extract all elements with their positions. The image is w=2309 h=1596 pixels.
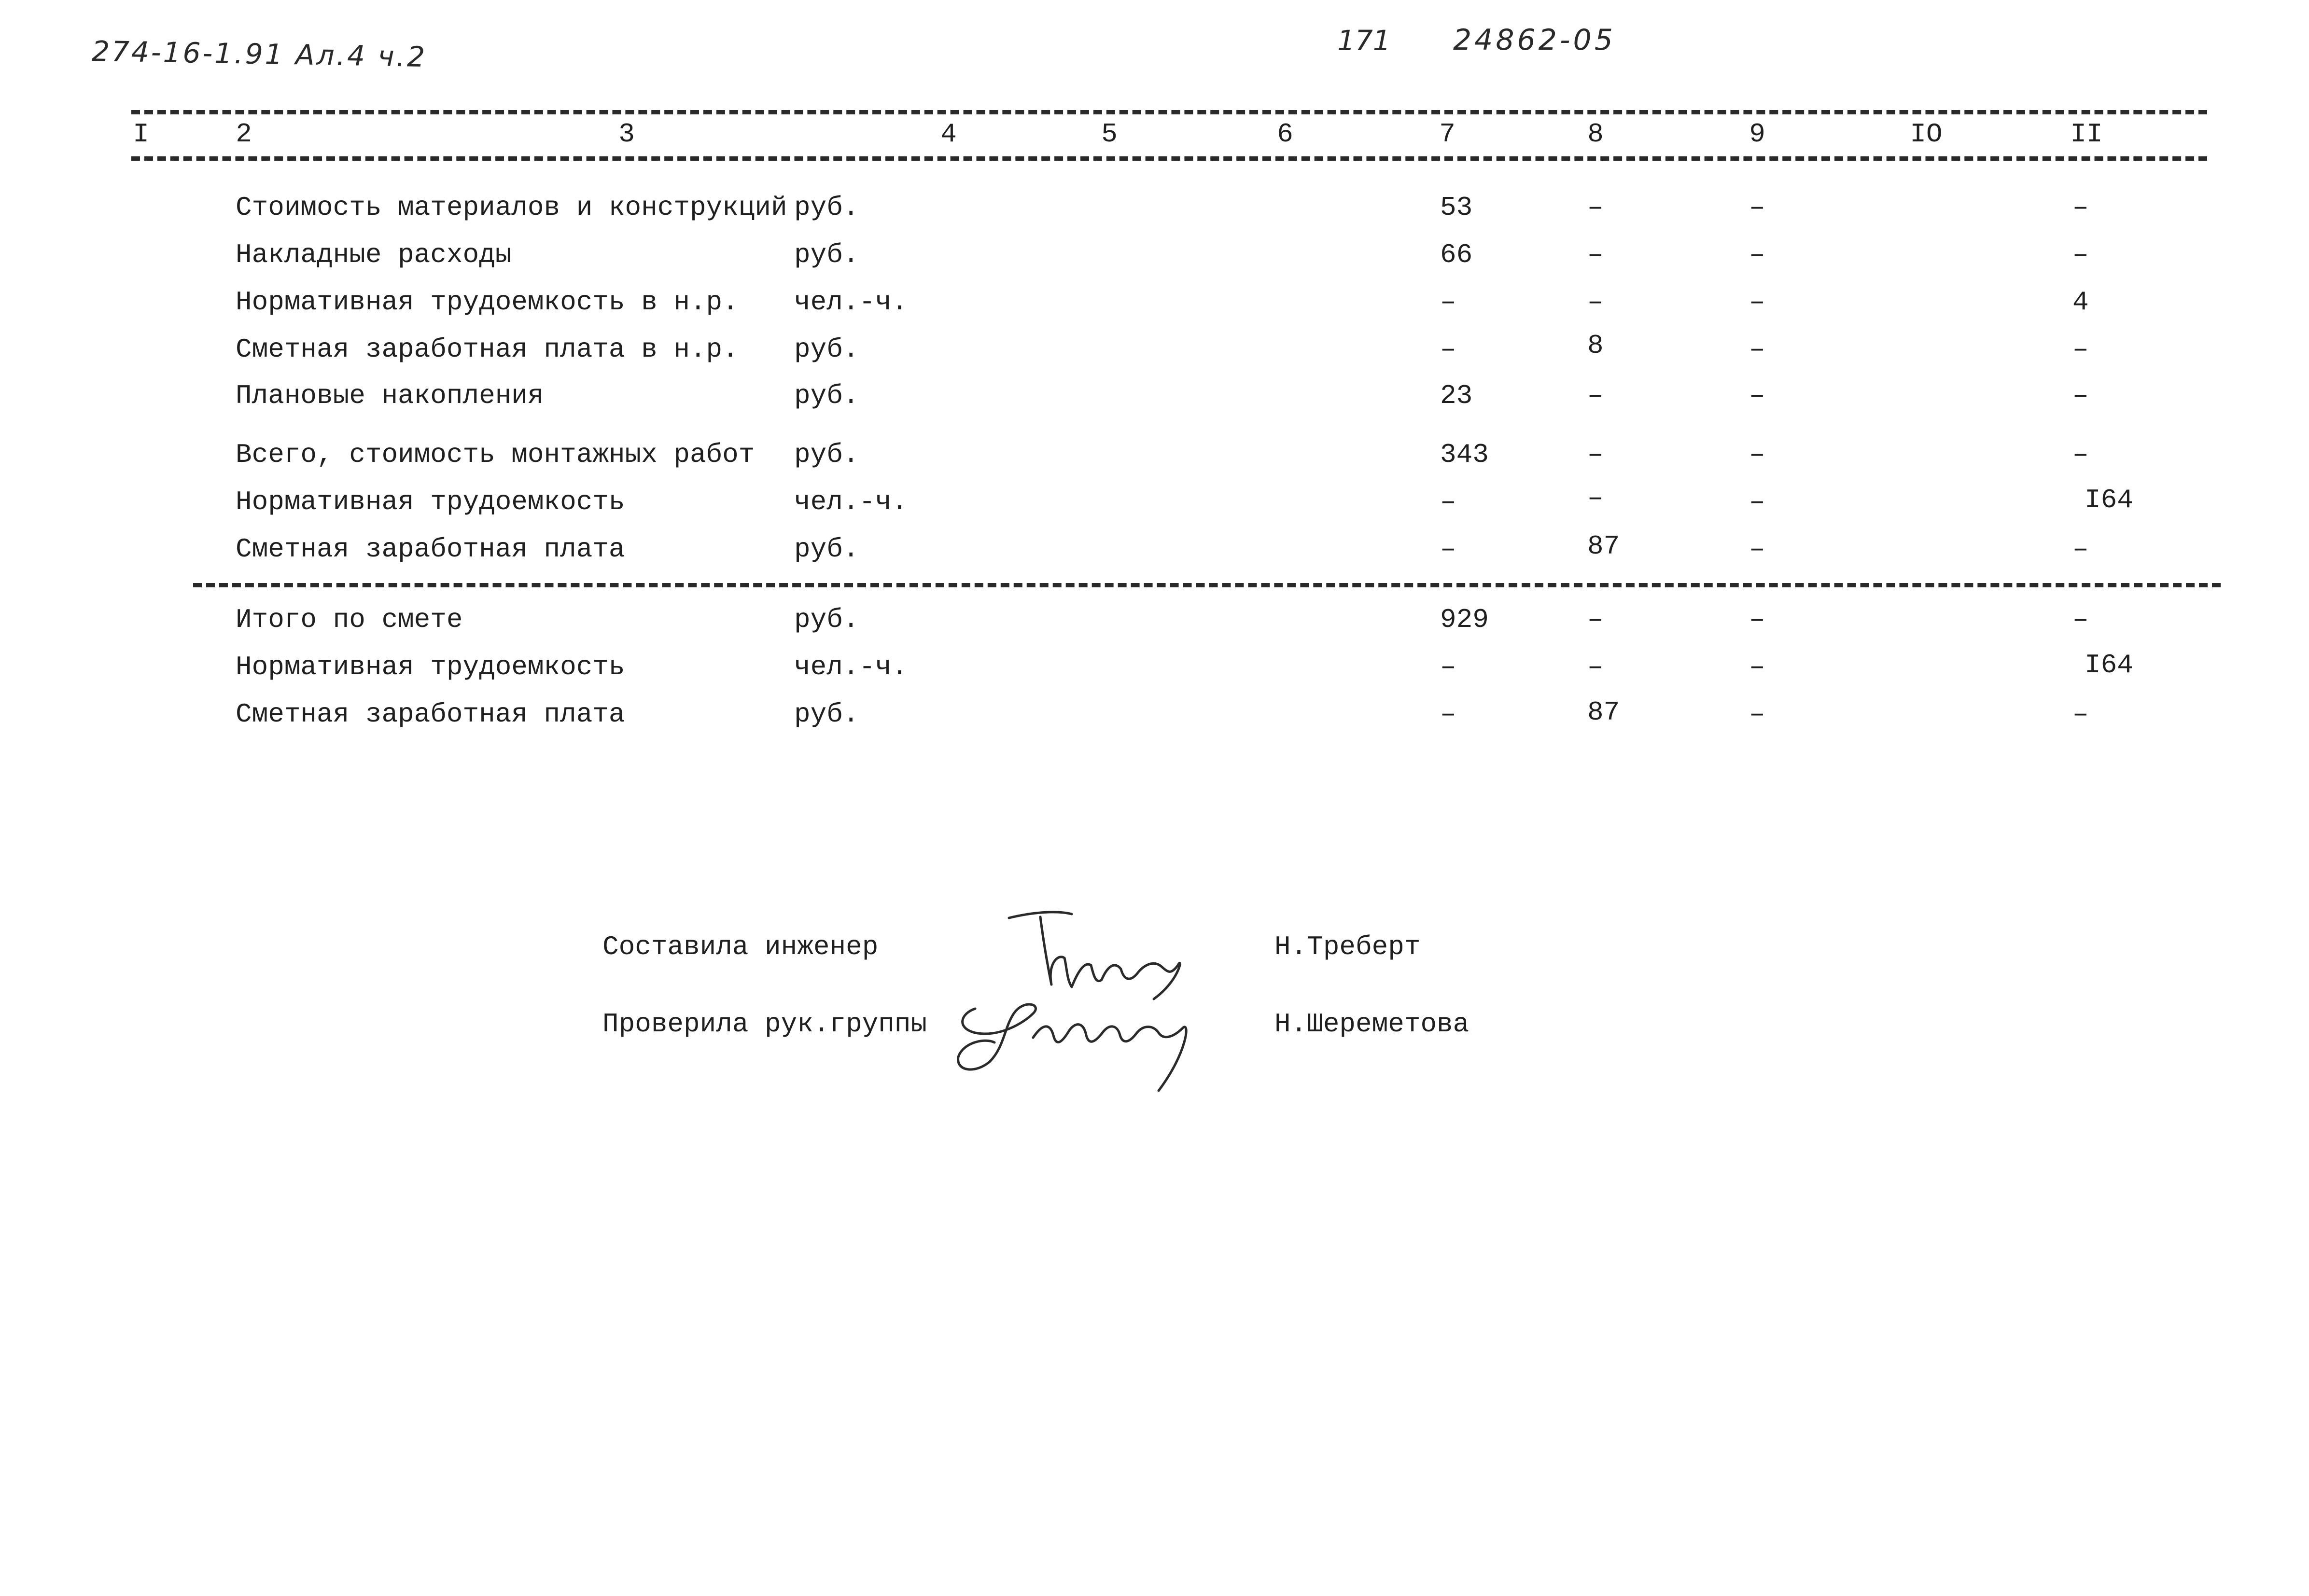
row-label: Плановые накопления: [236, 380, 544, 411]
cell-col11: 4: [2072, 287, 2089, 318]
row-label: Нормативная трудоемкость: [236, 652, 625, 682]
cell-col8: –: [1587, 287, 1604, 318]
cell-col8: –: [1587, 380, 1604, 411]
col-header-1: I: [133, 119, 149, 150]
row-unit: руб.: [794, 534, 859, 565]
row-label: Нормативная трудоемкость в н.р.: [236, 287, 739, 318]
doc-number: 24862-05: [1453, 23, 1616, 57]
row-unit: руб.: [794, 439, 859, 470]
cell-col7: –: [1440, 486, 1456, 517]
cell-col11: –: [2072, 699, 2089, 730]
cell-col7: –: [1440, 652, 1456, 682]
cell-col7: 23: [1440, 380, 1473, 411]
row-unit: чел.-ч.: [794, 287, 908, 318]
col-header-3: 3: [618, 119, 635, 150]
cell-col11: –: [2072, 239, 2089, 270]
cell-col11: –: [2072, 534, 2089, 565]
page-number: 171: [1337, 24, 1391, 57]
cell-col7: –: [1440, 287, 1456, 318]
col-header-8: 8: [1587, 119, 1604, 150]
row-label: Накладные расходы: [236, 239, 512, 270]
cell-col11: –: [2072, 604, 2089, 635]
row-unit: руб.: [794, 699, 859, 730]
cell-col11: –: [2072, 439, 2089, 470]
cell-col7: –: [1440, 699, 1456, 730]
cell-col8: –: [1587, 439, 1604, 470]
row-label: Нормативная трудоемкость: [236, 486, 625, 517]
col-header-6: 6: [1277, 119, 1293, 150]
header-bottom-rule: [131, 156, 2207, 161]
cell-col9: –: [1749, 652, 1765, 682]
cell-col8: 87: [1587, 531, 1620, 562]
col-header-10: IO: [1910, 119, 1943, 150]
cell-col11: I64: [2085, 485, 2133, 515]
row-unit: чел.-ч.: [794, 652, 908, 682]
col-header-11: II: [2070, 119, 2103, 150]
col-header-5: 5: [1101, 119, 1118, 150]
cell-col9: –: [1749, 380, 1765, 411]
row-label: Всего, стоимость монтажных работ: [236, 439, 755, 470]
cell-col9: –: [1749, 486, 1765, 517]
checked-by-name: Н.Шереметова: [1274, 1009, 1469, 1040]
col-header-9: 9: [1749, 119, 1765, 150]
cell-col9: –: [1749, 439, 1765, 470]
left-note: 274-16-1.91 Ал.4 ч.2: [91, 34, 427, 74]
cell-col9: –: [1749, 192, 1765, 223]
cell-col7: 53: [1440, 192, 1473, 223]
row-label: Сметная заработная плата в н.р.: [236, 334, 739, 365]
row-label: Итого по смете: [236, 604, 463, 635]
cell-col11: –: [2072, 380, 2089, 411]
header-top-rule: [131, 110, 2207, 114]
cell-col7: –: [1440, 334, 1456, 365]
col-header-7: 7: [1439, 119, 1455, 150]
col-header-4: 4: [940, 119, 957, 150]
row-unit: чел.-ч.: [794, 486, 908, 517]
checked-by-role: Проверила рук.группы: [602, 1009, 927, 1040]
row-label: Стоимость материалов и конструкций: [236, 192, 787, 223]
cell-col8: –: [1587, 604, 1604, 635]
cell-col7: –: [1440, 534, 1456, 565]
cell-col7: 343: [1440, 439, 1489, 470]
cell-col8: 87: [1587, 697, 1620, 728]
cell-col7: 929: [1440, 604, 1489, 635]
row-unit: руб.: [794, 192, 859, 223]
cell-col9: –: [1749, 699, 1765, 730]
col-header-2: 2: [236, 119, 252, 150]
section-divider: [193, 583, 2221, 587]
cell-col9: –: [1749, 334, 1765, 365]
cell-col11: –: [2072, 192, 2089, 223]
compiled-by-name: Н.Треберт: [1274, 931, 1421, 962]
cell-col11: I64: [2085, 650, 2133, 680]
cell-col8: –: [1587, 192, 1604, 223]
row-unit: руб.: [794, 239, 859, 270]
cell-col9: –: [1749, 534, 1765, 565]
compiled-by-role: Составила инженер: [602, 931, 879, 962]
row-unit: руб.: [794, 604, 859, 635]
cell-col8: –: [1587, 239, 1604, 270]
cell-col9: –: [1749, 604, 1765, 635]
cell-col11: –: [2072, 334, 2089, 365]
cell-col7: 66: [1440, 239, 1473, 270]
cell-col8: –: [1587, 652, 1604, 682]
row-label: Сметная заработная плата: [236, 699, 625, 730]
cell-col9: –: [1749, 239, 1765, 270]
cell-col8: 8: [1587, 330, 1604, 361]
row-unit: руб.: [794, 334, 859, 365]
row-label: Сметная заработная плата: [236, 534, 625, 565]
handwritten-signature-2: [946, 985, 1217, 1110]
cell-col9: –: [1749, 287, 1765, 318]
row-unit: руб.: [794, 380, 859, 411]
cell-col8: –: [1587, 483, 1604, 513]
